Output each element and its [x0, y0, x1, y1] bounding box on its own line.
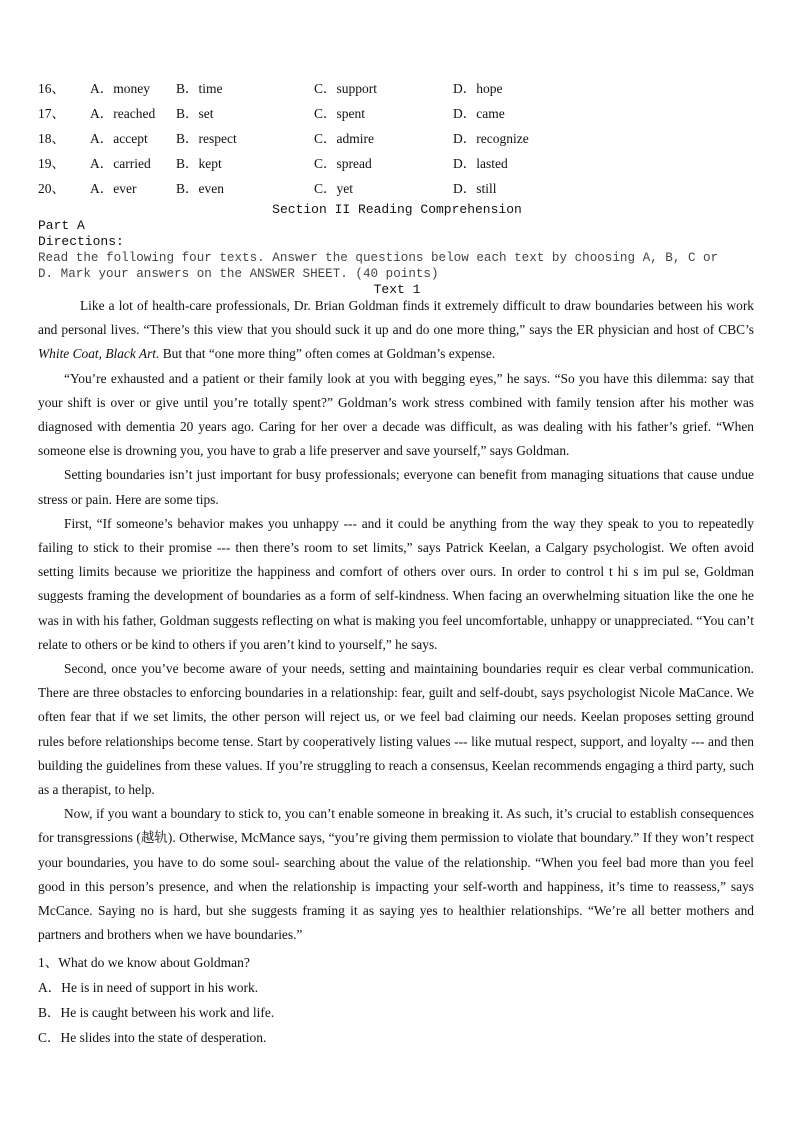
option-a: A．carried	[90, 156, 151, 171]
paragraph-text: But that “one more thing” often comes at Goldman’s expense.	[159, 346, 496, 362]
paragraph	[38, 294, 754, 367]
question-number: 17、	[38, 106, 65, 121]
option-d: D．lasted	[453, 156, 508, 171]
option-c: C．support	[314, 81, 378, 96]
option-d: D．came	[453, 106, 505, 121]
option-b: B．set	[176, 106, 214, 121]
paragraph: Second, once you’ve become aware of your needs, setting and maintaining boundaries requir es clear verbal communication. There are three obstacles to enforcing boundaries in a relationship: fear, guilt and self-doubt, says psychologist Nicole MaCance. We often fear that if we set limits, the other person will reject us, or we feel bad claiming our needs. Keelan proposes setting ground rules before relationships become tense. Start by cooperatively listing values --- like mutual respect, support, and loyalty --- and then building the guidelines from these values. If you’re struggling to reach a consensus, Keelan recommends engaging a third party, such as a therapist, to help.	[38, 661, 754, 798]
question-stem: 1、What do we know about Goldman?	[38, 955, 250, 970]
option-b: B．respect	[176, 131, 237, 146]
option-c: C．admire	[314, 131, 374, 146]
option-a: A．reached	[90, 106, 156, 121]
choice-c: C．He slides into the state of desperation.	[38, 1030, 267, 1045]
paragraph: “You’re exhausted and a patient or their family look at you with begging eyes,” he says. “So you have this dilemma: say that your shift is over or give until you’re totally spent?” Goldman’s work stress combined with family tension after his mother was diagnosed with dementia 20 years ago. Caring for her over a decade was difficult, as was dealing with his father’s grief. “When someone else is drowning you, you have to grab a life preserver and save yourself,” says Goldman.	[38, 370, 754, 459]
question-number: 18、	[38, 131, 65, 146]
paragraph: First, “If someone’s behavior makes you unhappy --- and it could be anything from the way they speak to you to repeatedly failing to stick to their promise --- then there’s room to set limits,” says Patrick Keelan, a Calgary psychologist. We often avoid setting limits because we prioritize the happiness and comfort of others over ours. In order to control t hi s im pul se, Goldman suggests framing the development of boundaries as a form of self-kindness. When facing an overwhelming situation like the one he was in with his father, Goldman suggests reflecting on what is making you feel uncomfortable, unhappy or unappreciated. “You can’t relate to others or be kind to others if you aren’t kind to yourself,” he says.	[38, 515, 754, 652]
paragraph: Now, if you want a boundary to stick to, you can’t enable someone in breaking it. As such, it’s crucial to establish consequences for transgressions (越轨). Otherwise, McMance says, “you’re giving them permission to violate that boundary.” If they won’t respect your boundaries, you have to do some soul- searching about the value of the relationship. “When you feel bad more than you feel good in this person’s presence, and when the relationship is impacting your self-worth and happiness, it’s time to reassess,” says McCance. Saying no is hard, but she suggests framing it as saying yes to healthier relationships. “We’re all better mothers and partners and brothers when we have boundaries.”	[38, 806, 754, 943]
option-c: C．spent	[314, 106, 366, 121]
option-a: A．accept	[90, 131, 148, 146]
option-c: C．yet	[314, 181, 353, 196]
article-body	[38, 294, 754, 947]
directions-text: Read the following four texts. Answer the questions below each text by choosing A, B, C or D. Mark your answers on the ANSWER SHEET. (40 points)	[38, 251, 719, 281]
option-c: C．spread	[314, 156, 372, 171]
part-label: Part A	[38, 218, 85, 233]
paragraph-text: Like a lot of health-care professionals, Dr. Brian Goldman finds it extremely difficult to draw boundaries between his work and personal lives. “There’s this view that you should suck it up and do one more thing,” says the ER physician and host of CBC’s	[38, 298, 754, 338]
section-title: Section II Reading Comprehension	[272, 202, 522, 217]
option-a: A．money	[90, 81, 150, 96]
option-a: A．ever	[90, 181, 137, 196]
option-d: D．recognize	[453, 131, 529, 146]
option-d: D．still	[453, 181, 497, 196]
option-b: B．kept	[176, 156, 222, 171]
text-title: Text 1	[373, 282, 421, 297]
question-number: 16、	[38, 81, 65, 96]
paragraph: Setting boundaries isn’t just important for busy professionals; everyone can benefit from managing situations that cause undue stress or pain. Here are some tips.	[38, 467, 754, 507]
question-number: 19、	[38, 156, 65, 171]
option-d: D．hope	[453, 81, 503, 96]
option-b: B．even	[176, 181, 224, 196]
choice-b: B．He is caught between his work and life.	[38, 1005, 275, 1020]
show-title: White Coat, Black Art.	[38, 346, 160, 362]
question-number: 20、	[38, 181, 65, 196]
option-b: B．time	[176, 81, 223, 96]
directions-label: Directions:	[38, 234, 124, 249]
choice-a: A．He is in need of support in his work.	[38, 980, 259, 995]
